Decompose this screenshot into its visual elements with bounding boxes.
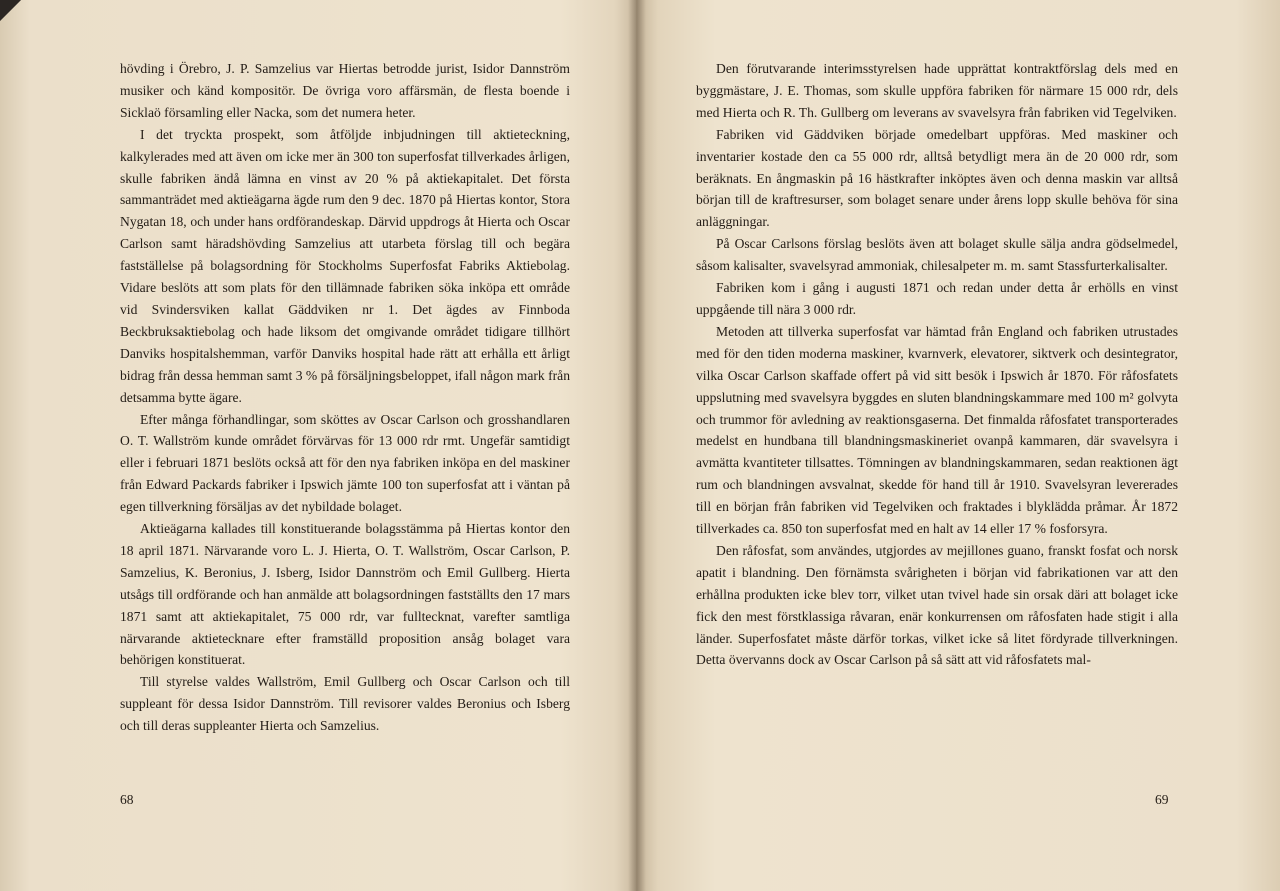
page-corner-shadow [0,0,22,30]
book-gutter [628,0,646,891]
page-number-right: 69 [1155,792,1169,807]
page-number-left: 68 [120,792,134,807]
paragraph: Den råfosfat, som användes, utgjordes av mejillones guano, franskt fosfat och norsk apatit i blandning. Den förnämsta svårigheten i början vid fabrikationen var att den erhållna produkten icke blev torr, vilket utan tvivel hade sin orsak däri att bolaget icke fick den mest förstklassiga råvaran, enär konkurrensen om råfosfaten hade stigit i alla länder. Superfosfatet måste därför torkas, vilket icke så litet fördyrade tillverkningen. Detta övervanns dock av Oscar Carlson på så sätt att vid råfosfatets mal- [696,542,1178,668]
paragraph: Fabriken vid Gäddviken började omedelbart uppföras. Med maskiner och inventarier kostade den ca 55 000 rdr, alltså betydligt mera än de 20 000 rdr, som beräknats. En ångmaskin på 16 hästkrafter inköptes även och denna maskin var alltså början till de kraftresurser, som bolaget senare under årens lopp skulle behöva för sina anläggningar. [696,126,1178,230]
right-page-body [696,58,1178,671]
paragraph: Den förutvarande interimsstyrelsen hade upprättat kontraktförslag dels med en byggmästare, J. E. Thomas, som skulle uppföra fabriken för närmare 15 000 rdr, dels med Hierta och R. Th. Gullberg om leverans av svavelsyra från fabriken vid Tegelviken. [696,61,1178,120]
paragraph: På Oscar Carlsons förslag beslöts även att bolaget skulle sälja andra gödselmedel, såsom kalisalter, svavelsyrad ammoniak, chilesalpeter m. m. samt Stassfurterkalisalter. [696,236,1178,274]
paragraph: hövding i Örebro, J. P. Samzelius var Hiertas betrodde jurist, Isidor Dannström musiker och känd kompositör. De övriga voro affärsmän, de flesta boende i Sicklaö församling eller Nacka, som det numera heter. [120,61,570,120]
paragraph: Till styrelse valdes Wallström, Emil Gullberg och Oscar Carlson och till suppleant för dessa Isidor Dannström. Till revisorer valdes Beronius och Isberg och till deras suppleanter Hierta och Samzelius. [120,674,570,734]
paragraph: Aktieägarna kallades till konstituerande bolagsstämma på Hiertas kontor den 18 april 1871. Närvarande voro L. J. Hierta, O. T. Wallström, Oscar Carlson, P. Samzelius, K. Beronius, J. Isberg, Isidor Dannström och Emil Gullberg. Hierta utsågs till ordförande och han anmälde att bolagsordningen fastställts den 17 mars 1871 samt att aktiekapitalet, 75 000 rdr, var fulltecknat, varefter samtliga närvarande aktietecknare efter framställd proposition ansåg bolaget vara behörigen konstituerat. [120,521,570,668]
paragraph: Metoden att tillverka superfosfat var hämtad från England och fabriken utrustades med för den tiden moderna maskiner, kvarnverk, elevatorer, siktverk och desintegrator, vilka Oscar Carlson skaffade offert på vid sitt besök i Ipswich år 1870. För råfosfatets uppslutning med svavelsyra byggdes en sluten blandningskammare med 100 m² golvyta och trummor för avledning av reaktionsgaserna. Det finmalda råfosfatet transporterades medelst en hundbana till blandningsmaskineriet ovanpå kammaren, där svavelsyra i avmätta kvantiteter tillsattes. Tömningen av blandningskammaren, sedan reaktionen ägt rum och blandningen avsvalnat, skedde för hand till år 1910. Svavelsyran levererades till en början från fabriken vid Tegelviken och fraktades i blyklädda pråmar. År 1872 tillverkades ca. 850 ton superfosfat med en halt av 14 eller 17 % fosforsyra. [696,323,1178,537]
left-page-body [120,58,570,737]
paragraph: Fabriken kom i gång i augusti 1871 och redan under detta år erhölls en vinst uppgående till nära 3 000 rdr. [696,280,1178,317]
paragraph: Efter många förhandlingar, som sköttes av Oscar Carlson och grosshandlaren O. T. Wallström kunde området förvärvas för 13 000 rdr rmt. Ungefär samtidigt eller i februari 1871 beslöts också att för den nya fabriken inköpa en del maskiner från Edward Packards fabriker i Ipswich jämte 100 ton superfosfat att i väntan på egen tillverkning försäljas av det nybildade bolaget. [120,411,570,515]
paragraph: I det tryckta prospekt, som åtföljde inbjudningen till aktieteckning, kalkylerades med att även om icke mer än 300 ton superfosfat tillverkades årligen, skulle fabriken ändå lämna en vinst av 20 % på aktiekapitalet. Det första sammanträdet med aktieägarna ägde rum den 9 dec. 1870 på Hiertas kontor, Stora Nygatan 18, och under hans ordförandeskap. Därvid uppdrogs åt Hierta och Oscar Carlson samt häradshövding Samzelius att utarbeta förslag till och begära fastställelse på bolagsordning för Stockholms Superfosfat Fabriks Aktiebolag. Vidare beslöts att som plats för den tillämnade fabriken söka inköpa ett område vid Svindersviken kallat Gäddviken nr 1. Det ägdes av Finnboda Beckbruksaktiebolag och hade liksom det omgivande området tidigare tillhört Danviks hospitalshemman, varför Danviks hospital hade rätt att erhålla ett årligt bidrag från dessa hemman samt 3 % på försäljningsbeloppet, ifall någon mark från detsamma bytte ägare. [120,126,570,405]
